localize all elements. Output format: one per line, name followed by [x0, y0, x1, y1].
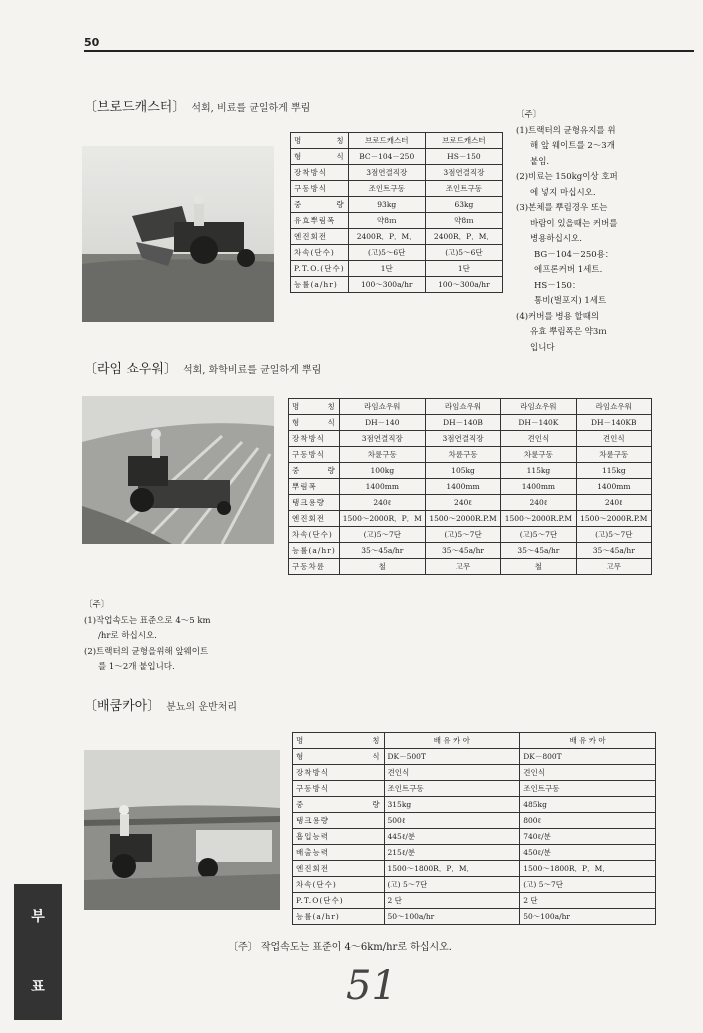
- table-row: [289, 543, 652, 559]
- table-row: [293, 781, 656, 797]
- table-cell: 800ℓ: [520, 813, 656, 829]
- table-cell: 500ℓ: [384, 813, 520, 829]
- table-cell: 라임쇼우워: [425, 399, 500, 415]
- manure-subtitle: 분뇨의 운반처리: [166, 702, 238, 713]
- table-row: [289, 415, 652, 431]
- row-label: 탱크용량: [289, 495, 340, 511]
- row-label: 엔진회전: [291, 229, 349, 245]
- lime-sower-heading: [84, 358, 321, 377]
- table-row: [291, 165, 503, 181]
- broadcaster-subtitle: 석회, 비료를 균일하게 뿌림: [191, 103, 311, 114]
- table-cell: 브로드캐스터: [348, 133, 425, 149]
- table-cell: 1400mm: [425, 479, 500, 495]
- table-cell: 차륜구동: [339, 447, 425, 463]
- table-cell: 조인트구동: [425, 181, 502, 197]
- row-label: 차속(단수): [293, 877, 385, 893]
- row-label: 구동차륜: [289, 559, 340, 575]
- table-cell: 1500～2000R.P.M: [576, 511, 651, 527]
- lime-sower-photo: [82, 396, 274, 544]
- table-row: [289, 527, 652, 543]
- table-cell: DK－800T: [520, 749, 656, 765]
- row-label: 엔진회전: [289, 511, 340, 527]
- row-label: P.T.O(단수): [293, 893, 385, 909]
- table-row: [289, 559, 652, 575]
- note-line: /hr로 하십시오.: [98, 631, 157, 641]
- table-row: [291, 133, 503, 149]
- table-row: [293, 861, 656, 877]
- table-row: [289, 447, 652, 463]
- header-rule: [84, 50, 694, 52]
- note-line: 해 앞 웨이트를 2～3개: [530, 141, 615, 151]
- table-cell: 240ℓ: [501, 495, 576, 511]
- table-row: [293, 765, 656, 781]
- table-cell: 견인식: [501, 431, 576, 447]
- table-cell: (고)5～7단: [576, 527, 651, 543]
- table-cell: 견인식: [520, 765, 656, 781]
- row-label: 형 식: [293, 749, 385, 765]
- table-cell: 견인식: [576, 431, 651, 447]
- table-row: [293, 733, 656, 749]
- table-row: [293, 813, 656, 829]
- table-cell: 485kg: [520, 797, 656, 813]
- note-line: 를 1～2개 붙입니다.: [98, 662, 175, 672]
- note-line: 입니다: [530, 342, 555, 353]
- table-cell: 라임쇼우워: [576, 399, 651, 415]
- table-row: [293, 829, 656, 845]
- note-line: 에 넣지 마십시오.: [530, 187, 596, 198]
- table-cell: 1500～1800R．P．M．: [384, 861, 520, 877]
- table-cell: 2400R．P．M．: [348, 229, 425, 245]
- table-cell: 3점연결직장: [425, 165, 502, 181]
- note-line: HS－150：: [534, 280, 581, 291]
- row-label: 명 칭: [293, 733, 385, 749]
- table-cell: 1400mm: [339, 479, 425, 495]
- table-cell: 315kg: [384, 797, 520, 813]
- note-line: (2)비료는 150kg이상 호퍼: [516, 172, 618, 182]
- table-cell: 240ℓ: [576, 495, 651, 511]
- note-line: (3)본체를 뿌림경우 또는: [516, 203, 608, 213]
- table-cell: 450ℓ/분: [520, 845, 656, 861]
- row-label: 명 칭: [289, 399, 340, 415]
- table-cell: 1500～2000R．P．M: [339, 511, 425, 527]
- table-cell: 배 유 카 아: [520, 733, 656, 749]
- row-label: 장착방식: [291, 165, 349, 181]
- table-cell: 35～45a/hr: [339, 543, 425, 559]
- lime-sower-spec-table: [288, 398, 652, 575]
- row-label: 흡입능력: [293, 829, 385, 845]
- table-row: [291, 261, 503, 277]
- table-cell: 2 단: [520, 893, 656, 909]
- table-cell: 115kg: [576, 463, 651, 479]
- row-label: 차속(단수): [291, 245, 349, 261]
- table-row: [293, 877, 656, 893]
- table-row: [289, 479, 652, 495]
- table-cell: 35～45a/hr: [501, 543, 576, 559]
- table-cell: DH－140KB: [576, 415, 651, 431]
- table-cell: 3점연결직장: [339, 431, 425, 447]
- table-row: [293, 909, 656, 925]
- table-cell: 100kg: [339, 463, 425, 479]
- row-label: 능률(a/hr): [291, 277, 349, 293]
- row-label: 구동방식: [289, 447, 340, 463]
- table-cell: (고)5～6단: [348, 245, 425, 261]
- table-cell: BC－104－250: [348, 149, 425, 165]
- row-label: 중 량: [293, 797, 385, 813]
- table-cell: 철: [339, 559, 425, 575]
- note-line: 〔주〕: [84, 600, 110, 610]
- table-cell: 215ℓ/분: [384, 845, 520, 861]
- row-label: 장착방식: [293, 765, 385, 781]
- table-row: [291, 213, 503, 229]
- note-line: 바람이 있을때는 커버를: [530, 218, 618, 229]
- row-label: 형 식: [291, 149, 349, 165]
- row-label: 유효뿌림폭: [291, 213, 349, 229]
- table-cell: (고)5～7단: [425, 527, 500, 543]
- lime-sower-subtitle: 석회, 화학비료를 균일하게 뿌림: [182, 365, 322, 376]
- table-cell: 차륜구동: [501, 447, 576, 463]
- row-label: 구동방식: [291, 181, 349, 197]
- table-cell: 1단: [425, 261, 502, 277]
- table-row: [289, 399, 652, 415]
- table-row: [291, 149, 503, 165]
- broadcaster-title: 〔브로드캐스터〕: [84, 100, 186, 115]
- table-cell: DH－140K: [501, 415, 576, 431]
- handwritten-page-number: 51: [346, 963, 397, 1009]
- row-label: 차속(단수): [289, 527, 340, 543]
- note-line: 에프론커버 1세트.: [534, 265, 603, 275]
- row-label: P.T.O.(단수): [291, 261, 349, 277]
- table-row: [289, 431, 652, 447]
- table-row: [291, 277, 503, 293]
- table-cell: 고무: [576, 559, 651, 575]
- table-cell: (고)5～7단: [501, 527, 576, 543]
- table-row: [289, 463, 652, 479]
- table-cell: 2 단: [384, 893, 520, 909]
- table-cell: 240ℓ: [339, 495, 425, 511]
- note-line: (4)커버를 병용 할때의: [516, 311, 600, 322]
- table-cell: 115kg: [501, 463, 576, 479]
- table-cell: DH－140: [339, 415, 425, 431]
- table-cell: 라임쇼우워: [501, 399, 576, 415]
- table-cell: 240ℓ: [425, 495, 500, 511]
- note-line: (1)트랙터의 균형유지를 위: [516, 125, 616, 136]
- table-cell: 1400mm: [576, 479, 651, 495]
- lime-sower-title: 〔라임 쇼우워〕: [84, 362, 177, 377]
- table-cell: 철: [501, 559, 576, 575]
- row-label: 형 식: [289, 415, 340, 431]
- note-line: (2)트랙터의 균형을위해 앞웨이트: [84, 646, 209, 657]
- table-cell: 50～100a/hr: [520, 909, 656, 925]
- table-cell: 740ℓ/분: [520, 829, 656, 845]
- table-cell: DK－500T: [384, 749, 520, 765]
- table-cell: 1단: [348, 261, 425, 277]
- table-cell: 고무: [425, 559, 500, 575]
- table-cell: 1400mm: [501, 479, 576, 495]
- table-cell: 배 유 카 아: [384, 733, 520, 749]
- table-cell: 조인트구동: [384, 781, 520, 797]
- broadcaster-photo: [82, 146, 274, 322]
- broadcaster-heading: [84, 96, 310, 115]
- manure-photo: [84, 750, 280, 910]
- table-cell: 63kg: [425, 197, 502, 213]
- table-cell: 445ℓ/분: [384, 829, 520, 845]
- table-row: [293, 749, 656, 765]
- row-label: 엔진회전: [293, 861, 385, 877]
- table-cell: 1500～2000R.P.M: [425, 511, 500, 527]
- note-line: 병용하십시오.: [530, 234, 582, 244]
- row-label: 능률(a/hr): [289, 543, 340, 559]
- table-cell: 브로드캐스터: [425, 133, 502, 149]
- table-cell: 2400R．P．M．: [425, 229, 502, 245]
- table-row: [289, 495, 652, 511]
- page-number: 50: [84, 36, 100, 49]
- manure-footnote: 〔주〕 작업속도는 표준이 4～6km/hr로 하십시오.: [228, 942, 452, 953]
- note-line: 유효 뿌림폭은 약3ｍ: [530, 327, 607, 337]
- table-cell: 약8ｍ: [348, 213, 425, 229]
- manure-title: 〔배쿰카아〕: [84, 699, 161, 714]
- table-cell: HS－150: [425, 149, 502, 165]
- table-row: [289, 511, 652, 527]
- table-cell: 3점연결직장: [425, 431, 500, 447]
- table-cell: DH－140B: [425, 415, 500, 431]
- table-cell: 105kg: [425, 463, 500, 479]
- table-cell: 35～45a/hr: [576, 543, 651, 559]
- lime-sower-notes: [84, 598, 304, 676]
- table-cell: 50～100a/hr: [384, 909, 520, 925]
- broadcaster-notes: [516, 108, 698, 356]
- side-tab-top-char: 부: [31, 909, 45, 925]
- table-cell: 약8ｍ: [425, 213, 502, 229]
- table-cell: (고) 5～7단: [384, 877, 520, 893]
- appendix-side-tab: [14, 884, 62, 1020]
- table-cell: 93kg: [348, 197, 425, 213]
- table-cell: 견인식: [384, 765, 520, 781]
- table-cell: 조인트구동: [348, 181, 425, 197]
- row-label: 탱크용량: [293, 813, 385, 829]
- table-cell: 100～300a/hr: [348, 277, 425, 293]
- broadcaster-spec-table: [290, 132, 503, 293]
- note-line: BG－104－250용：: [534, 249, 614, 260]
- row-label: 능률(a/hr): [293, 909, 385, 925]
- row-label: 뿌림폭: [289, 479, 340, 495]
- note-line: 〔주〕: [516, 110, 542, 120]
- table-cell: 35～45a/hr: [425, 543, 500, 559]
- row-label: 중 량: [291, 197, 349, 213]
- table-cell: (고)5～6단: [425, 245, 502, 261]
- note-line: 붙임.: [530, 156, 550, 167]
- table-cell: 1500～1800R．P．M．: [520, 861, 656, 877]
- table-cell: 라임쇼우워: [339, 399, 425, 415]
- table-cell: (고)5～7단: [339, 527, 425, 543]
- row-label: 배출능력: [293, 845, 385, 861]
- note-line: 통비(벌포지) 1세트: [534, 296, 607, 306]
- table-cell: 차륜구동: [425, 447, 500, 463]
- side-tab-bottom-char: 표: [31, 979, 45, 995]
- row-label: 중 량: [289, 463, 340, 479]
- manure-heading: [84, 695, 237, 714]
- row-label: 장착방식: [289, 431, 340, 447]
- table-row: [293, 797, 656, 813]
- table-row: [293, 845, 656, 861]
- table-cell: 100～300a/hr: [425, 277, 502, 293]
- table-row: [291, 229, 503, 245]
- table-cell: 차륜구동: [576, 447, 651, 463]
- table-cell: 1500～2000R.P.M: [501, 511, 576, 527]
- table-row: [291, 197, 503, 213]
- table-row: [291, 245, 503, 261]
- row-label: 명 칭: [291, 133, 349, 149]
- manure-spec-table: [292, 732, 656, 925]
- table-row: [293, 893, 656, 909]
- table-cell: 3점연결직장: [348, 165, 425, 181]
- table-cell: 조인트구동: [520, 781, 656, 797]
- row-label: 구동방식: [293, 781, 385, 797]
- table-cell: (고) 5～7단: [520, 877, 656, 893]
- note-line: (1)작업속도는 표준으로 4～5 km: [84, 615, 211, 626]
- table-row: [291, 181, 503, 197]
